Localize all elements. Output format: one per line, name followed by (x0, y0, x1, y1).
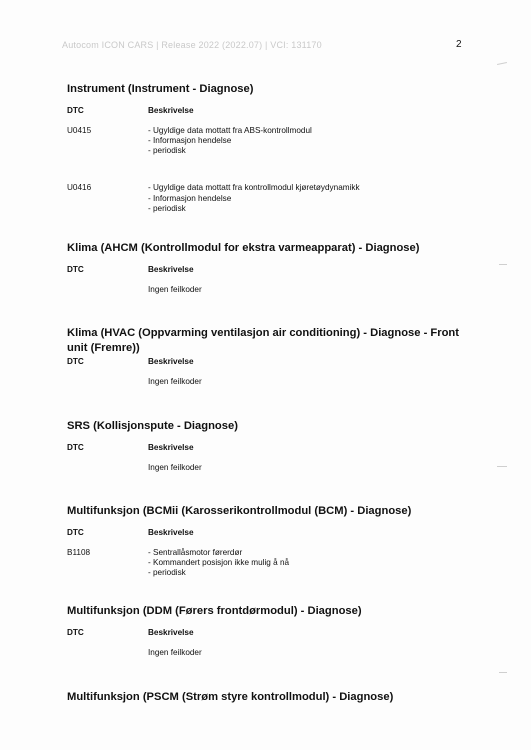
section-title: SRS (Kollisjonspute - Diagnose) (67, 420, 238, 432)
desc-line: - Informasjon hendelse (148, 135, 232, 145)
col-dtc-header: DTC (67, 105, 84, 115)
section-title: Multifunksjon (PSCM (Strøm styre kontrollmodul) - Diagnose) (67, 691, 394, 703)
col-desc-header: Beskrivelse (148, 105, 194, 115)
table-row (67, 285, 477, 295)
section-title: Multifunksjon (BCMii (Karosserikontrollmodul (BCM) - Diagnose) (67, 505, 412, 517)
desc-line: - Ugyldige data mottatt fra ABS-kontrollmodul (148, 125, 312, 135)
col-dtc-header: DTC (67, 264, 84, 274)
scan-mark (497, 466, 507, 467)
col-dtc-header: DTC (67, 357, 84, 366)
desc-line: - periodisk (148, 568, 186, 578)
section-title: Klima (AHCM (Kontrollmodul for ekstra varmeapparat) - Diagnose) (67, 242, 420, 254)
col-desc-header: Beskrivelse (148, 442, 194, 452)
dtc-code: U0415 (67, 125, 92, 135)
col-dtc-header: DTC (67, 627, 84, 637)
section-title: Multifunksjon (DDM (Førers frontdørmodul) - Diagnose) (67, 605, 362, 617)
no-codes-text: Ingen feilkoder (148, 647, 202, 657)
page-header: Autocom ICON CARS | Release 2022 (2022.07) | VCI: 131170 (62, 40, 322, 50)
desc-line: - Sentrallåsmotor førerdør (148, 547, 243, 557)
desc-line: - periodisk (148, 146, 186, 156)
desc-line: - Kommandert posisjon ikke mulig å nå (148, 557, 290, 567)
section-title: Klima (HVAC (Oppvarming ventilasjon air conditioning) - Diagnose - Front unit (Fremre)) (67, 327, 459, 354)
desc-line: - periodisk (148, 203, 186, 213)
col-desc-header: Beskrivelse (148, 527, 194, 537)
desc-line: - Ugyldige data mottatt fra kontrollmodul kjøretøydynamikk (148, 183, 360, 193)
page-number: 2 (456, 39, 462, 50)
section-klima-ahcm (67, 241, 477, 295)
table-header (67, 443, 477, 455)
table-header (67, 106, 477, 118)
col-desc-header: Beskrivelse (148, 264, 194, 274)
table-row (67, 548, 477, 579)
table-header (67, 528, 477, 540)
dtc-code: B1108 (67, 547, 91, 557)
no-codes-text: Ingen feilkoder (148, 284, 202, 294)
table-row (67, 126, 477, 157)
table-row (67, 183, 477, 214)
section-pscm (67, 690, 477, 705)
scan-mark (497, 62, 507, 65)
scan-mark (499, 672, 507, 673)
section-instrument (67, 82, 477, 214)
table-row (67, 463, 477, 473)
section-srs (67, 419, 477, 473)
col-dtc-header: DTC (67, 527, 84, 537)
section-ddm (67, 604, 477, 658)
desc-line: - Informasjon hendelse (148, 193, 232, 203)
no-codes-text: Ingen feilkoder (148, 462, 202, 472)
table-row (67, 377, 477, 387)
section-bcmii (67, 504, 477, 578)
no-codes-text: Ingen feilkoder (148, 377, 202, 386)
table-row (67, 648, 477, 658)
scan-mark (499, 264, 507, 265)
col-dtc-header: DTC (67, 442, 84, 452)
table-header (67, 357, 477, 369)
col-desc-header: Beskrivelse (148, 627, 194, 637)
table-header (67, 265, 477, 277)
section-title: Instrument (Instrument - Diagnose) (67, 83, 254, 95)
section-klima-hvac (67, 326, 477, 387)
dtc-code: U0416 (67, 183, 92, 193)
table-header (67, 628, 477, 640)
col-desc-header: Beskrivelse (148, 357, 194, 366)
